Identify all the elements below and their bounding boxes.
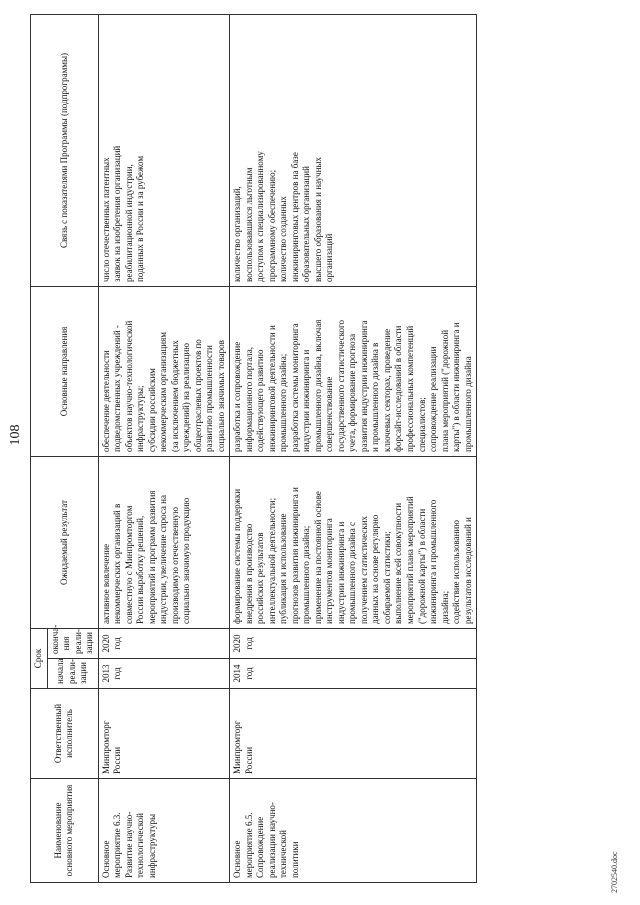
page-number: 108 [8,424,23,446]
col-header-link: Связь с показателями Программы (подпрограммы) [31,14,99,286]
col-header-result: Ожидаемый результат [31,456,99,628]
col-header-start: начала реали-зации [47,659,98,689]
col-header-term: Срок [31,628,48,688]
row-link: количество организаций, воспользовавшихся льготным доступом к специализированному программному обеспечению; количество созданных инжиниринговых центров на базе образовательных организаций высшего образования и научных организаций [230,14,477,286]
row-start: 2013 год [98,659,230,689]
col-header-responsible: Ответственный исполнитель [31,689,99,779]
col-header-directions: Основные направления [31,286,99,456]
row-start: 2014 год [230,659,477,689]
row-end: 2020 год [98,628,230,658]
row-result: формирование системы поддержки внедрения в производство российских результатов интеллектуальной деятельности; публикация и использование прогнозов развития инжиниринга и промышленного дизайна; применение на постоянной основе инструментов мониторинга индустрии инжиниринга и промышленного дизайна с получением статистических данных на основе регулярно собираемой статистики; выполнение всей совокупности мероприятий плана мероприятий ("дорожной карты") в области инжиниринга и промышленного дизайна; содействие использованию результатов исследований и [230,456,477,628]
row-responsible: Минпромторг России [98,689,230,779]
row-name: Основное мероприятие 6.5. Сопровождение реализации научно- технической политики [230,779,477,883]
row-name: Основное мероприятие 6.3. Развитие научно- технологической инфраструктуры [98,779,230,883]
footer-doc-code: 2702540.doc [610,851,619,893]
table-header-row [31,14,48,882]
table-row [230,14,477,882]
row-link: число отечественных патентных заявок на изобретения организаций реабилитационной индустрии, поданных в России и за рубежом [98,14,230,286]
row-result: активное вовлечение некоммерческих организаций в совместную с Минпромторгом России выработку решений, мероприятий и программ развития индустрии, увеличение спроса на производимую отечественную социально значимую продукцию [98,456,230,628]
row-directions: разработка и сопровождение информационного портала, содействующего развитию инжиниринговой деятельности и промышленного дизайна; разработка системы мониторинга индустрии инжиниринга и промышленного дизайна, включая совершенствование государственного статистического учета, формирование прогноза развития индустрии инжиниринга и промышленного дизайна в ключевых секторах, проведение форсайт-исследований в области профессиональных компетенций специалистов; сопровождение реализации плана мероприятий ("дорожной карты") в области инжиниринга и промышленного дизайна [230,286,477,456]
row-directions: обеспечение деятельности подведомственных учреждений - объектов научно-технологической инфраструктуры; субсидии российским некоммерческим организациям (за исключением бюджетных учреждений) на реализацию общеотраслевых проектов по развитию промышленности социально значимых товаров [98,286,230,456]
col-header-end: оконча-ния реали-зации [47,628,98,658]
measures-table [30,14,477,883]
row-responsible: Минпромторг России [230,689,477,779]
table-row [98,14,230,882]
col-header-name: Наименование основного мероприятия [31,779,99,883]
row-end: 2020 год [230,628,477,658]
